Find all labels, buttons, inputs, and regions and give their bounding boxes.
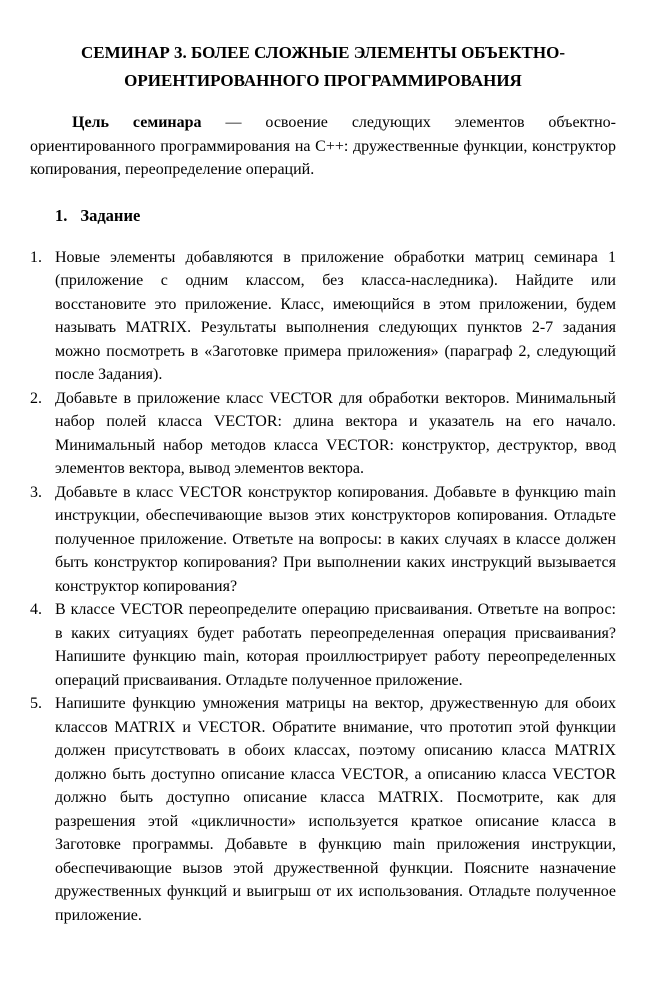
task-1-number: 1. bbox=[30, 248, 42, 266]
title-line-2: ОРИЕНТИРОВАННОГО ПРОГРАММИРОВАНИЯ bbox=[124, 71, 522, 90]
task-list bbox=[30, 246, 616, 928]
section-heading-label: Задание bbox=[80, 205, 141, 225]
task-item-5 bbox=[30, 692, 616, 927]
intro-lead-text: Цель семинара bbox=[72, 114, 202, 131]
task-3-text: Добавьте в класс VECTOR конструктор копирования. Добавьте в функцию main инструкции, обеспечивающие вызов этих конструкторов копирования. Отладьте полученное приложение. Ответьте на вопросы: в каких случаях в классе должен быть конструктор копирования? При выполнении каких инструкций вызывается конструктор копирования? bbox=[55, 483, 616, 595]
task-5-number: 5. bbox=[30, 695, 42, 712]
title-line-1: СЕМИНАР 3. БОЛЕЕ СЛОЖНЫЕ ЭЛЕМЕНТЫ ОБЪЕКТНО- bbox=[80, 43, 566, 62]
task-item-3 bbox=[30, 481, 616, 599]
task-1-text: Новые элементы добавляются в приложение обработки матриц семинара 1 (приложение с одним классом, без класса-наследника). Найдите или восстановите это приложение. Класс, имеющийся в этом приложении, будем называть MATRIX. Результаты выполнения следующих пунктов 2-7 задания можно посмотреть в «Заготовке примера приложения» (параграф 2, следующий после Задания). bbox=[55, 248, 616, 383]
intro-body-text: — освоение следующих элементов объектно-ориентированного программирования на C++: дружественные функции, конструктор копирования, переопределение операций. bbox=[30, 114, 616, 178]
task-5-text: Напишите функцию умножения матрицы на вектор, дружественную для обоих классов MATRIX и VECTOR. Обратите внимание, что прототип этой функции должен присутствовать в обоих классах, поэтому описанию класса MATRIX должно быть доступно описание класса VECTOR, а описанию класса VECTOR должно быть доступно описание класса MATRIX. Посмотрите, как для разрешения этой «цикличности» используется краткое описание класса в Заготовке программы. Добавьте в функцию main приложения инструкции, обеспечивающие вызов этой дружественной функции. Поясните назначение дружественных функций и выигрыш от их использования. Отладьте полученное приложение. bbox=[55, 695, 616, 924]
section-heading-number: 1. bbox=[55, 205, 68, 225]
task-4-number: 4. bbox=[30, 601, 42, 618]
task-4-text: В классе VECTOR переопределите операцию присваивания. Ответьте на вопрос: в каких ситуациях будет работать переопределенная операция присваивания? Напишите функцию main, которая проиллюстрирует работу переопределенных операций присваивания. Отладьте полученное приложение. bbox=[55, 601, 616, 689]
task-item-1 bbox=[30, 246, 616, 387]
task-item-2 bbox=[30, 387, 616, 481]
task-3-number: 3. bbox=[30, 483, 42, 501]
task-item-4 bbox=[30, 598, 616, 692]
task-2-number: 2. bbox=[30, 389, 42, 407]
task-2-text: Добавьте в приложение класс VECTOR для обработки векторов. Минимальный набор полей класса VECTOR: длина вектора и указатель на его начало. Минимальный набор методов класса VECTOR: конструктор, деструктор, ввод элементов вектора, вывод элементов вектора. bbox=[55, 389, 616, 477]
intro-paragraph bbox=[30, 111, 616, 182]
section-heading bbox=[55, 204, 616, 228]
document-title bbox=[30, 39, 616, 95]
